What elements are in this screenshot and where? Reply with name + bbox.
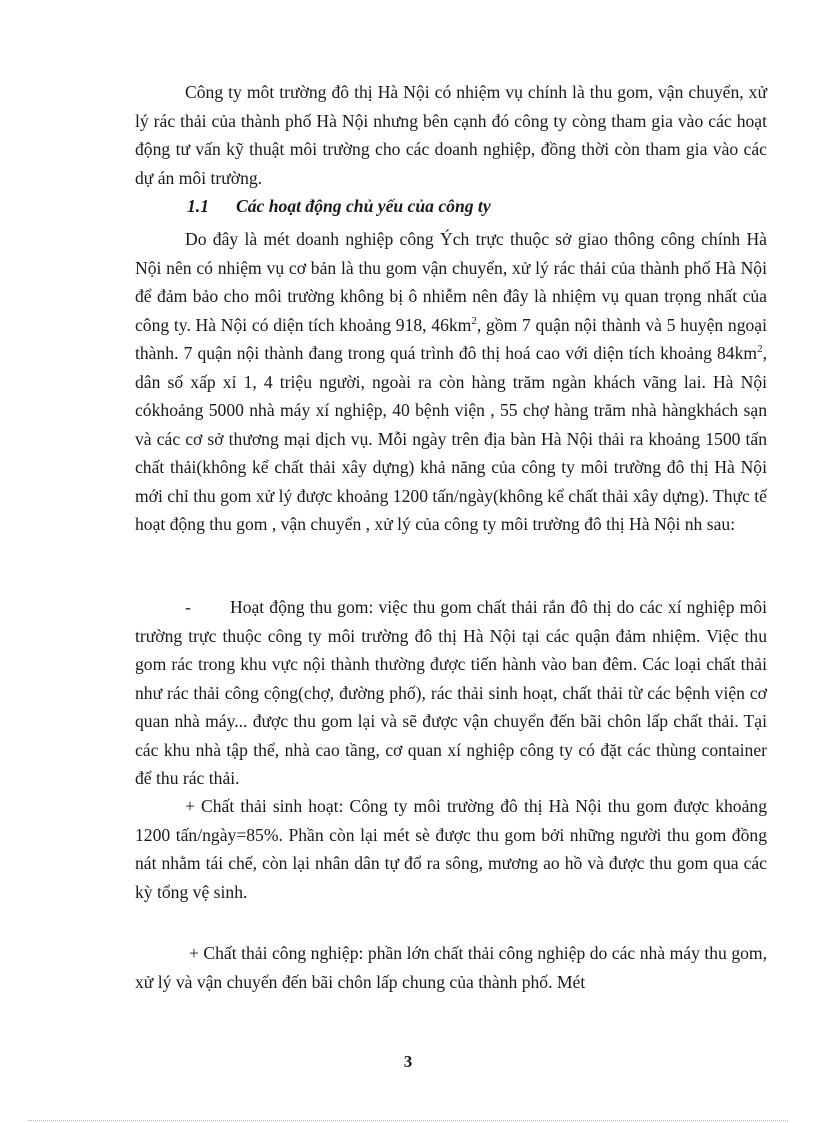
main-text-3: , dân số xấp xỉ 1, 4 triệu người, ngoài ra còn hàng trăm ngàn khách vãng lai. Hà Nội cókhoảng 5000 nhà máy xí nghiệp, 40 bệnh viện , 55 chợ hàng trăm nhà hàngkhách sạn và các cơ sở thương mại dịch vụ. Mỗi ngày trên địa bàn Hà Nội thải ra khoảng 1500 tấn chất thải(không kể chất thải xây dựng) khả năng của công ty môi trường đô thị Hà Nội mới chỉ thu gom xử lý được khoảng 1200 tấn/ngày(không kể chất thải xây dựng). Thực tế hoạt động thu gom , vận chuyển , xử lý của công ty môi trường đô thị Hà Nội nh sau: xyxy=(135,343,767,534)
superscript-1: 2 xyxy=(471,314,477,327)
main-paragraph xyxy=(135,225,767,539)
industrial-waste-paragraph: + Chất thải công nghiệp: phần lớn chất thải công nghiệp do các nhà máy thu gom, xử lý và vận chuyển đến bãi chôn lấp chung của thành phố. Mét xyxy=(135,943,767,992)
page-number: 3 xyxy=(403,1052,413,1071)
intro-paragraph: Công ty môt trường đô thị Hà Nội có nhiệm vụ chính là thu gom, vận chuyển, xử lý rác thải của thành phố Hà Nội nhưng bên cạnh đó công ty còng tham gia vào các hoạt động tư vấn kỹ thuật môi trường cho các doanh nghiệp, đồng thời còn tham gia vào các dự án môi trường. xyxy=(135,82,767,188)
main-text-2: , gồm 7 quận nội thành và 5 huyện ngoại thành. 7 quận nội thành đang trong quá trình đô thị hoá cao với diện tích khoảng 84km xyxy=(135,314,767,363)
collection-paragraph xyxy=(135,593,767,793)
section-title: Các hoạt động chủ yếu của công ty xyxy=(236,196,491,216)
page-bottom-divider xyxy=(28,1120,788,1121)
main-text-1: Do đây là mét doanh nghiệp công Ých trực thuộc sở giao thông công chính Hà Nội nên có nhiệm vụ cơ bản là thu gom vận chuyển, xử lý rác thải của thành phố Hà Nội để đảm bảo cho môi trường không bị ô nhiễm nên đây là nhiệm vụ quan trọng nhất của công ty. Hà Nội có diện tích khoảng 918, 46km xyxy=(135,229,767,335)
household-waste-paragraph: + Chất thải sinh hoạt: Công ty môi trường đô thị Hà Nội thu gom được khoảng 1200 tấn/ngày=85%. Phần còn lại mét sè được thu gom bởi những người thu gom đồng nát nhằm tái chế, còn lại nhân dân tự đổ ra sông, mương ao hồ và được thu gom qua các kỳ tổng vệ sinh. xyxy=(135,796,767,902)
section-heading xyxy=(187,196,491,217)
collection-text: Hoạt động thu gom: việc thu gom chất thải rắn đô thị do các xí nghiệp môi trường trực thuộc công ty môi trường đô thị Hà Nội tại các quận đảm nhiệm. Việc thu gom rác trong khu vực nội thành thường được tiến hành vào ban đêm. Các loại chất thải như rác thải công cộng(chợ, đường phố), rác thải sinh hoạt, chất thải từ các bệnh viện cơ quan nhà máy... được thu gom lại và sẽ được vận chuyển đến bãi chôn lấp chất thải. Tại các khu nhà tập thể, nhà cao tầng, cơ quan xí nghiệp công ty có đặt các thùng container để thu rác thải. xyxy=(135,597,767,788)
section-number: 1.1 xyxy=(187,196,209,216)
bullet-dash: - xyxy=(185,597,191,617)
superscript-2: 2 xyxy=(757,343,763,356)
